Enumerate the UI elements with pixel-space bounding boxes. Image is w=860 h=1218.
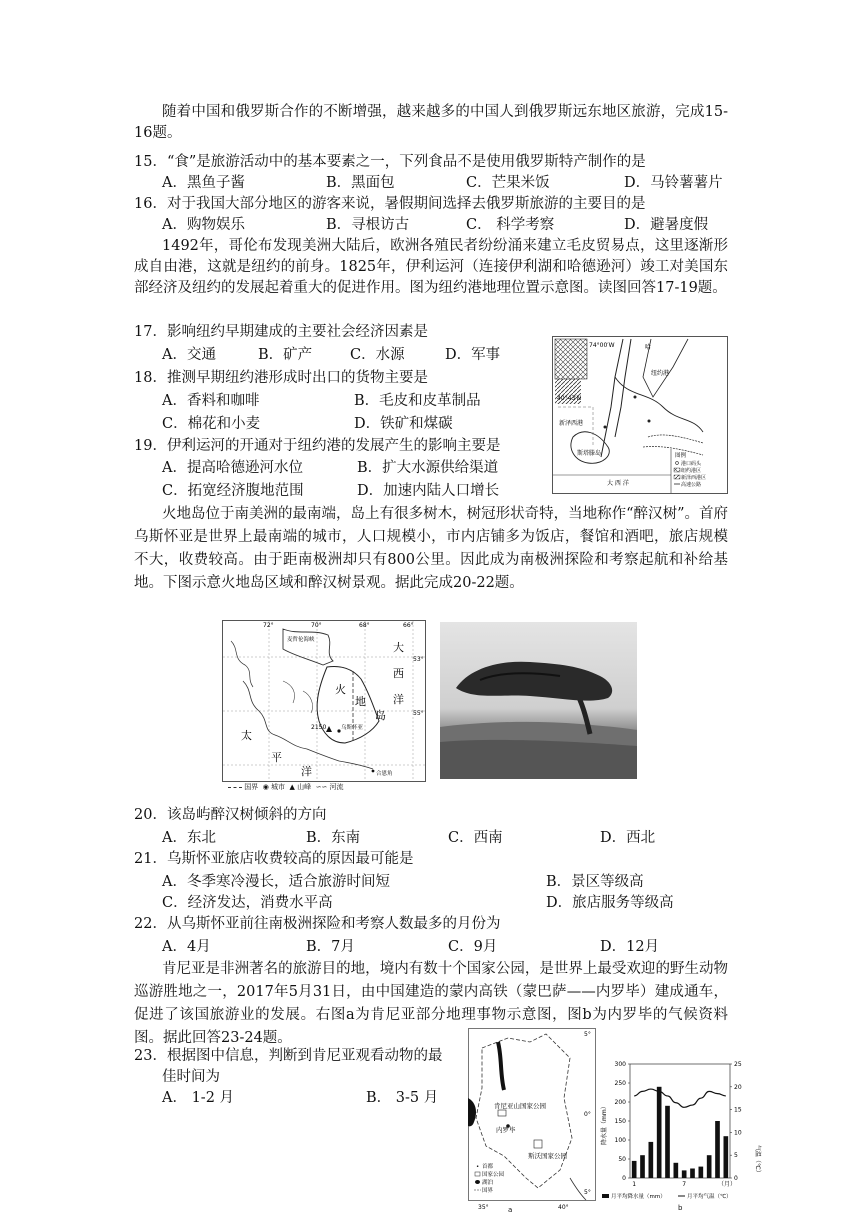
q18-option-b[interactable]: B．毛皮和皮革制品 [354, 393, 481, 409]
kenya-legend-capital: 首都 [482, 1164, 494, 1170]
tdf-lat-53: 53° [413, 656, 424, 663]
chart-ylabel-left: 降水量（mm） [601, 1103, 608, 1145]
precip-bar-6 [674, 1163, 679, 1178]
q17-stem: 17．影响纽约早期建成的主要社会经济因素是 [134, 324, 428, 340]
tdf-legend-border: 国界 [244, 783, 259, 791]
tdf-island-2: 地 [355, 695, 366, 708]
q20-option-b[interactable]: B．东南 [306, 830, 361, 846]
tdf-peak-label: 2150 [311, 724, 327, 731]
q17-option-a[interactable]: A．交通 [162, 347, 216, 363]
q23-option-b[interactable]: B． 3-5 月 [366, 1090, 439, 1106]
precip-bar-8 [690, 1169, 695, 1179]
tdf-legend-city: 城市 [271, 783, 286, 791]
q21-option-d[interactable]: D．旅店服务等级高 [546, 895, 674, 911]
q21-option-a[interactable]: A．冬季寒冷漫长，适合旅游时间短 [162, 874, 390, 890]
chart-xlabel: （月） [718, 1181, 737, 1188]
q18-option-d[interactable]: D．铁矿和煤碳 [354, 416, 453, 432]
precip-bar-9 [699, 1167, 704, 1178]
legend-temp: 月平均气温（℃） [687, 1194, 732, 1200]
drunken-tree-photo [440, 622, 637, 779]
tdf-cape-label: 合恩角 [376, 771, 393, 777]
ny-legend-title: 图例 [675, 453, 687, 459]
ny-lat-label: 40°43′N [557, 395, 582, 402]
temperature-line [634, 1089, 726, 1107]
ny-newjersey-label: 新泽西港 [559, 420, 584, 427]
tierra-del-fuego-map [222, 620, 426, 782]
q18-stem: 18．推测早期纽约港形成时出口的货物主要是 [134, 370, 428, 386]
q19-option-b[interactable]: B．扩大水源供给渠道 [357, 460, 499, 476]
svg-text:•: • [476, 1164, 480, 1170]
kenya-lon-35: 35° [478, 1204, 489, 1211]
precip-bar-4 [657, 1087, 662, 1178]
q23-stem-line1: 23．根据图中信息，判断到肯尼亚观看动物的最 [134, 1048, 443, 1064]
precip-bar-1 [632, 1161, 637, 1178]
precip-bar-7 [682, 1170, 687, 1178]
q16-option-d[interactable]: D．避暑度假 [624, 217, 709, 233]
q22-option-b[interactable]: B．7月 [306, 939, 355, 955]
legend-precip: 月平均降水量（mm） [611, 1194, 666, 1200]
tdf-atlantic-3: 洋 [393, 693, 404, 706]
ytick-right-label: 10 [734, 1129, 742, 1137]
ny-port-label: 纽约港 [651, 370, 670, 377]
intro-russia: 随着中国和俄罗斯合作的不断增强，越来越多的中国人到俄罗斯远东地区旅游，完成15-16题。 [134, 104, 728, 141]
ny-legend-port: 港口码头 [681, 461, 702, 467]
q20-option-c[interactable]: C．西南 [448, 830, 503, 846]
ytick-left-label: 300 [614, 1061, 626, 1068]
precip-bar-2 [640, 1155, 645, 1178]
q19-option-a[interactable]: A．提高哈德逊河水位 [162, 460, 303, 476]
q22-option-c[interactable]: C．9月 [448, 939, 498, 955]
kenya-legend-border: 国界 [482, 1188, 494, 1194]
q16-stem: 16．对于我国大部分地区的游客来说，暑假期间选择去俄罗斯旅游的主要目的是 [134, 196, 646, 212]
q16-option-b[interactable]: B．寻根访古 [326, 217, 410, 233]
tdf-legend: 国界 ◉ 城市 ▲ 山峰 ∽∽ 河流 [228, 782, 428, 794]
tdf-island-3: 岛 [375, 709, 386, 722]
tdf-atlantic-2: 西 [393, 667, 404, 680]
q19-option-c[interactable]: C．拓宽经济腹地范围 [162, 483, 304, 499]
q15-option-c[interactable]: C．芒果米饭 [466, 175, 550, 191]
q15-stem: 15．“食”是旅游活动中的基本要素之一，下列食品不是使用俄罗斯特产制作的是 [134, 154, 646, 170]
precip-bar-5 [665, 1106, 670, 1178]
q18-option-c[interactable]: C．棉花和小麦 [162, 416, 261, 432]
ytick-right-label: 5 [734, 1152, 738, 1160]
tdf-lon-68: 68° [359, 622, 370, 629]
q17-option-b[interactable]: B．矿产 [258, 347, 313, 363]
xtick-label: 7 [682, 1181, 687, 1188]
tdf-pacific-2: 平 [271, 751, 282, 764]
q21-stem: 21．乌斯怀亚旅店收费较高的原因最可能是 [134, 851, 414, 867]
q22-option-d[interactable]: D．12月 [600, 939, 660, 955]
intro-newyork: 1492年，哥伦布发现美洲大陆后，欧洲各殖民者纷纷涌来建立毛皮贸易点，这里逐渐形成自由港，这就是纽约的前身。1825年，伊利运河（连接伊利湖和哈德逊河）竣工对美国东部经济及纽约的发展起着重大的促进作用。图为纽约港地理位置示意图。读图回答17-19题。 [134, 238, 728, 296]
kenya-legend-park: 国家公园 [482, 1172, 505, 1178]
q22-stem: 22．从乌斯怀亚前往南极洲探险和考察人数最多的月份为 [134, 916, 501, 932]
tdf-island-1: 火 [335, 683, 346, 696]
ytick-left-label: 0 [622, 1175, 626, 1182]
q19-stem: 19．伊利运河的开通对于纽约港的发展产生的影响主要是 [134, 438, 501, 454]
intro-tierra-del-fuego: 火地岛位于南美洲的最南端，岛上有很多树木，树冠形状奇特，当地称作“醉汉树”。首府乌斯怀亚是世界上最南端的城市，人口规模小，市内店铺多为饭店，餐馆和酒吧，旅店规模不大，收费较高。由于距南极洲却只有800公里。因此成为南极洲探险和考察起航和补给基地。下图示意火地岛区域和醉汉树景观。据此完成20-22题。 [134, 506, 728, 591]
tdf-lon-72: 72° [263, 622, 274, 629]
ny-island-label: 斯塔滕岛 [577, 450, 602, 457]
ytick-right-label: 25 [734, 1061, 742, 1068]
ytick-right-label: 20 [734, 1083, 742, 1091]
q20-option-a[interactable]: A．东北 [162, 830, 216, 846]
q21-option-b[interactable]: B．景区等级高 [546, 874, 644, 890]
tdf-pacific-1: 太 [241, 729, 252, 742]
precip-bar-11 [715, 1121, 720, 1178]
precip-bar-10 [707, 1155, 712, 1178]
ytick-right-label: 15 [734, 1106, 742, 1114]
ytick-right-label: 0 [734, 1175, 738, 1182]
tdf-pacific-3: 洋 [301, 765, 312, 778]
kenya-city-label: 内罗毕 [496, 1126, 516, 1134]
kenya-map-label: a [508, 1206, 513, 1214]
ny-ocean-label: 大 西 洋 [607, 480, 629, 487]
q15-option-a[interactable]: A．黑鱼子酱 [162, 175, 245, 191]
kenya-park2-label: 斯沃国家公园 [528, 1152, 567, 1160]
q23-stem-line2: 佳时间为 [162, 1069, 220, 1085]
newyork-port-map [552, 336, 728, 494]
tdf-legend-peak: 山峰 [297, 783, 312, 791]
ytick-left-label: 50 [618, 1156, 626, 1163]
kenya-lat-5s: 5° [584, 1189, 591, 1196]
kenya-legend-lake: 湖泊 [482, 1180, 494, 1186]
ytick-left-label: 250 [614, 1080, 626, 1087]
ytick-left-label: 100 [614, 1137, 626, 1144]
q16-option-c[interactable]: C． 科学考察 [466, 217, 555, 233]
q20-stem: 20．该岛屿醉汉树倾斜的方向 [134, 807, 327, 823]
q17-option-d[interactable]: D．军事 [445, 347, 501, 363]
nairobi-climate-chart [600, 1030, 760, 1214]
tdf-legend-river: 河流 [329, 783, 344, 791]
q18-option-a[interactable]: A．香料和咖啡 [162, 393, 260, 409]
chart-panel-label: b [678, 1204, 683, 1212]
tdf-strait-label: 麦哲伦海峡 [287, 637, 315, 643]
q17-option-c[interactable]: C．水源 [350, 347, 405, 363]
tdf-city-label: 乌斯怀亚 [341, 725, 364, 731]
q19-option-d[interactable]: D．加速内陆人口增长 [357, 483, 500, 499]
q15-option-b[interactable]: B．黑面包 [326, 175, 395, 191]
tdf-atlantic-1: 大 [393, 641, 404, 654]
ny-river-label: 哈 [645, 344, 652, 351]
q20-option-d[interactable]: D．西北 [600, 830, 656, 846]
ny-legend-highway: 高速公路 [681, 482, 702, 488]
ny-legend-nyport: 纽约港区 [681, 468, 702, 474]
kenya-park1-label: 肯尼亚山国家公园 [494, 1102, 546, 1110]
precip-bar-3 [649, 1142, 654, 1178]
q23-option-a[interactable]: A． 1-2 月 [162, 1090, 235, 1106]
ny-lon-label: 74°00′W [589, 342, 615, 349]
q22-option-a[interactable]: A．4月 [162, 939, 211, 955]
xtick-label: 1 [632, 1181, 637, 1188]
tdf-lon-66: 66° [403, 622, 414, 629]
q16-option-a[interactable]: A．购物娱乐 [162, 217, 245, 233]
intro-kenya: 肯尼亚是非洲著名的旅游目的地，境内有数十个国家公园，是世界上最受欢迎的野生动物巡游胜地之一，2017年5月31日，由中国建造的蒙内高铁（蒙巴萨——内罗毕）建成通车，促进了该国旅游业的发展。右图a为肯尼亚部分地理事物示意图，图b为内罗毕的气候资料图。据此回答23-24题。 [134, 961, 728, 1046]
tdf-lat-55: 55° [413, 710, 424, 717]
kenya-map [468, 1028, 596, 1214]
precip-bar-12 [724, 1136, 729, 1178]
chart-ylabel-right: 气温（℃） [754, 1145, 761, 1176]
kenya-lat-5n: 5° [584, 1031, 591, 1038]
chart-frame [630, 1064, 730, 1178]
ytick-left-label: 200 [614, 1099, 626, 1106]
q21-option-c[interactable]: C．经济发达，消费水平高 [162, 895, 333, 911]
kenya-lat-0: 0° [584, 1111, 591, 1118]
ytick-left-label: 150 [614, 1118, 626, 1125]
kenya-lon-40: 40° [558, 1204, 569, 1211]
ny-legend-njport: 新泽西港区 [681, 475, 707, 481]
tdf-lon-70: 70° [311, 622, 322, 629]
q15-option-d[interactable]: D．马铃薯薯片 [624, 175, 723, 191]
